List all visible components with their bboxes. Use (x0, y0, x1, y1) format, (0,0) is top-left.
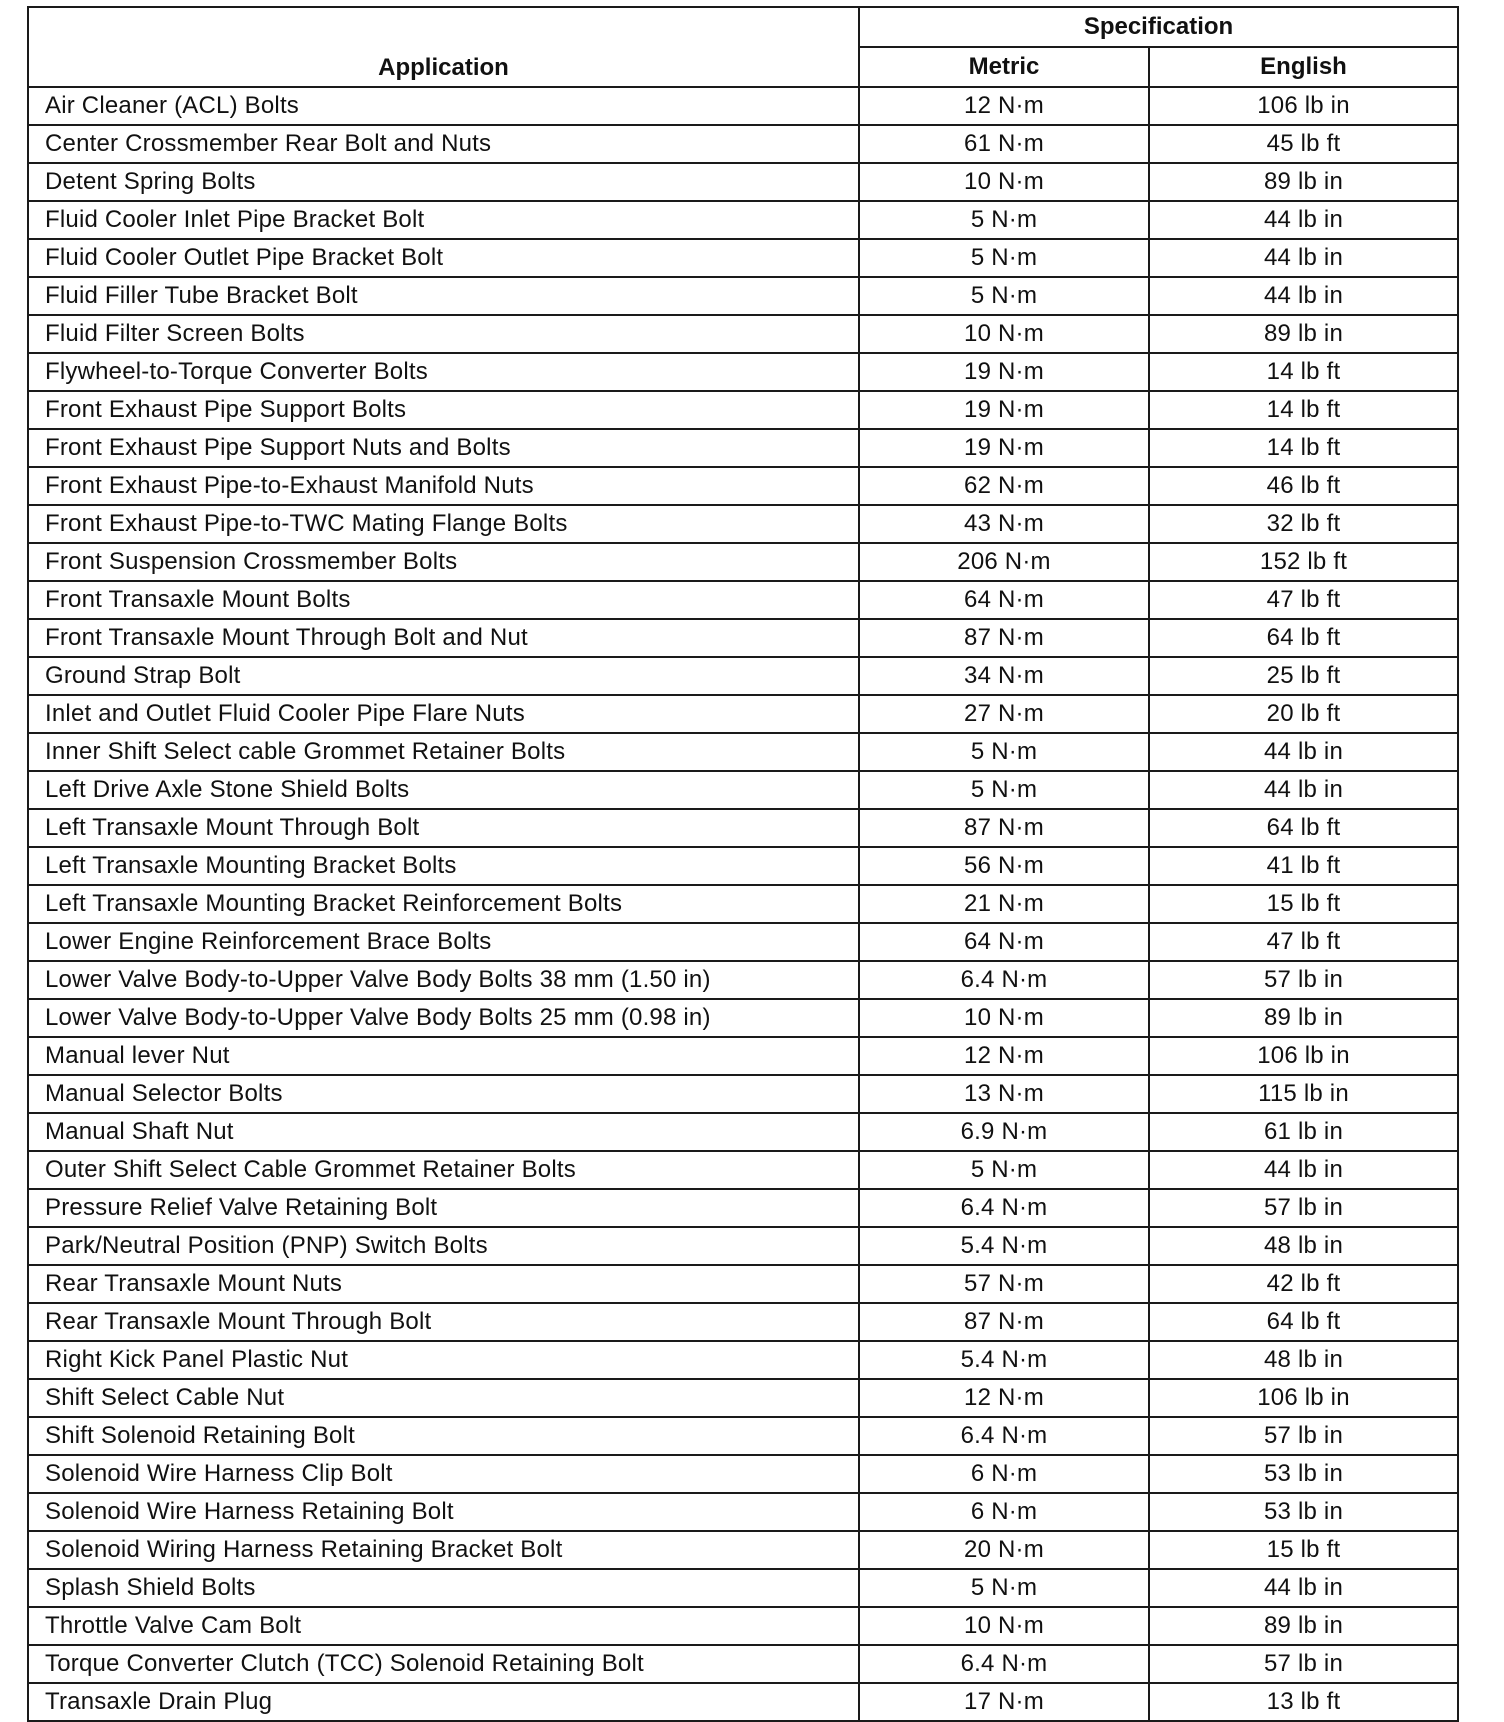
metric-cell: 64 N·m (859, 581, 1149, 619)
table-row (28, 239, 1458, 277)
application-cell: Manual Selector Bolts (28, 1075, 859, 1113)
metric-cell: 5 N·m (859, 277, 1149, 315)
english-cell: 44 lb in (1149, 771, 1458, 809)
metric-cell: 5.4 N·m (859, 1227, 1149, 1265)
table-row (28, 1189, 1458, 1227)
english-cell: 61 lb in (1149, 1113, 1458, 1151)
metric-cell: 6.4 N·m (859, 1189, 1149, 1227)
header-row-top (28, 7, 1458, 47)
application-cell: Ground Strap Bolt (28, 657, 859, 695)
english-cell: 152 lb ft (1149, 543, 1458, 581)
table-header (28, 7, 1458, 87)
application-cell: Lower Valve Body-to-Upper Valve Body Bolts 25 mm (0.98 in) (28, 999, 859, 1037)
application-cell: Front Exhaust Pipe-to-TWC Mating Flange Bolts (28, 505, 859, 543)
metric-cell: 5 N·m (859, 733, 1149, 771)
metric-cell: 87 N·m (859, 809, 1149, 847)
table-row (28, 1607, 1458, 1645)
table-row (28, 1645, 1458, 1683)
table-row (28, 353, 1458, 391)
english-cell: 20 lb ft (1149, 695, 1458, 733)
application-cell: Inner Shift Select cable Grommet Retainer Bolts (28, 733, 859, 771)
application-cell: Front Exhaust Pipe-to-Exhaust Manifold Nuts (28, 467, 859, 505)
table-row (28, 1455, 1458, 1493)
english-cell: 13 lb ft (1149, 1683, 1458, 1721)
application-cell: Rear Transaxle Mount Through Bolt (28, 1303, 859, 1341)
english-cell: 42 lb ft (1149, 1265, 1458, 1303)
table-row (28, 1265, 1458, 1303)
metric-cell: 10 N·m (859, 1607, 1149, 1645)
application-cell: Torque Converter Clutch (TCC) Solenoid Retaining Bolt (28, 1645, 859, 1683)
application-cell: Solenoid Wiring Harness Retaining Bracket Bolt (28, 1531, 859, 1569)
metric-cell: 5 N·m (859, 239, 1149, 277)
english-cell: 45 lb ft (1149, 125, 1458, 163)
english-cell: 15 lb ft (1149, 1531, 1458, 1569)
table-body (28, 87, 1458, 1721)
english-cell: 48 lb in (1149, 1227, 1458, 1265)
metric-cell: 61 N·m (859, 125, 1149, 163)
english-column-header: English (1149, 47, 1458, 87)
metric-cell: 5.4 N·m (859, 1341, 1149, 1379)
english-cell: 44 lb in (1149, 239, 1458, 277)
english-cell: 57 lb in (1149, 1645, 1458, 1683)
table-row (28, 1075, 1458, 1113)
table-row (28, 695, 1458, 733)
english-cell: 47 lb ft (1149, 581, 1458, 619)
metric-column-header: Metric (859, 47, 1149, 87)
table-row (28, 1379, 1458, 1417)
table-row (28, 619, 1458, 657)
metric-cell: 19 N·m (859, 429, 1149, 467)
metric-cell: 17 N·m (859, 1683, 1149, 1721)
application-cell: Fluid Cooler Outlet Pipe Bracket Bolt (28, 239, 859, 277)
table-row (28, 771, 1458, 809)
table-row (28, 277, 1458, 315)
application-cell: Manual lever Nut (28, 1037, 859, 1075)
english-cell: 46 lb ft (1149, 467, 1458, 505)
application-cell: Park/Neutral Position (PNP) Switch Bolts (28, 1227, 859, 1265)
metric-cell: 87 N·m (859, 1303, 1149, 1341)
application-cell: Shift Solenoid Retaining Bolt (28, 1417, 859, 1455)
metric-cell: 21 N·m (859, 885, 1149, 923)
application-cell: Front Exhaust Pipe Support Nuts and Bolts (28, 429, 859, 467)
table-row (28, 885, 1458, 923)
application-cell: Right Kick Panel Plastic Nut (28, 1341, 859, 1379)
metric-cell: 6 N·m (859, 1493, 1149, 1531)
application-cell: Solenoid Wire Harness Retaining Bolt (28, 1493, 859, 1531)
english-cell: 44 lb in (1149, 201, 1458, 239)
metric-cell: 6 N·m (859, 1455, 1149, 1493)
table-row (28, 1113, 1458, 1151)
metric-cell: 27 N·m (859, 695, 1149, 733)
metric-cell: 57 N·m (859, 1265, 1149, 1303)
metric-cell: 12 N·m (859, 1037, 1149, 1075)
application-cell: Lower Engine Reinforcement Brace Bolts (28, 923, 859, 961)
metric-cell: 6.9 N·m (859, 1113, 1149, 1151)
table-row (28, 1227, 1458, 1265)
english-cell: 89 lb in (1149, 999, 1458, 1037)
english-cell: 14 lb ft (1149, 429, 1458, 467)
english-cell: 64 lb ft (1149, 619, 1458, 657)
english-cell: 25 lb ft (1149, 657, 1458, 695)
metric-cell: 5 N·m (859, 201, 1149, 239)
application-cell: Rear Transaxle Mount Nuts (28, 1265, 859, 1303)
table-row (28, 391, 1458, 429)
table-row (28, 125, 1458, 163)
english-cell: 32 lb ft (1149, 505, 1458, 543)
metric-cell: 13 N·m (859, 1075, 1149, 1113)
metric-cell: 56 N·m (859, 847, 1149, 885)
metric-cell: 87 N·m (859, 619, 1149, 657)
application-cell: Lower Valve Body-to-Upper Valve Body Bolts 38 mm (1.50 in) (28, 961, 859, 999)
metric-cell: 43 N·m (859, 505, 1149, 543)
metric-cell: 6.4 N·m (859, 1645, 1149, 1683)
metric-cell: 10 N·m (859, 999, 1149, 1037)
metric-cell: 5 N·m (859, 771, 1149, 809)
table-row (28, 923, 1458, 961)
english-cell: 64 lb ft (1149, 809, 1458, 847)
table-row (28, 201, 1458, 239)
application-cell: Throttle Valve Cam Bolt (28, 1607, 859, 1645)
metric-cell: 19 N·m (859, 391, 1149, 429)
english-cell: 15 lb ft (1149, 885, 1458, 923)
metric-cell: 62 N·m (859, 467, 1149, 505)
english-cell: 44 lb in (1149, 1151, 1458, 1189)
table-row (28, 163, 1458, 201)
english-cell: 106 lb in (1149, 1379, 1458, 1417)
english-cell: 89 lb in (1149, 1607, 1458, 1645)
table-row (28, 1037, 1458, 1075)
application-cell: Splash Shield Bolts (28, 1569, 859, 1607)
metric-cell: 34 N·m (859, 657, 1149, 695)
application-cell: Front Transaxle Mount Bolts (28, 581, 859, 619)
metric-cell: 64 N·m (859, 923, 1149, 961)
table-row (28, 429, 1458, 467)
table-row (28, 847, 1458, 885)
english-cell: 64 lb ft (1149, 1303, 1458, 1341)
english-cell: 89 lb in (1149, 163, 1458, 201)
application-cell: Front Exhaust Pipe Support Bolts (28, 391, 859, 429)
application-cell: Left Drive Axle Stone Shield Bolts (28, 771, 859, 809)
english-cell: 57 lb in (1149, 1189, 1458, 1227)
table-row (28, 999, 1458, 1037)
english-cell: 53 lb in (1149, 1455, 1458, 1493)
application-cell: Left Transaxle Mounting Bracket Reinforcement Bolts (28, 885, 859, 923)
table-row (28, 1493, 1458, 1531)
english-cell: 41 lb ft (1149, 847, 1458, 885)
english-cell: 115 lb in (1149, 1075, 1458, 1113)
table-row (28, 1417, 1458, 1455)
application-cell: Manual Shaft Nut (28, 1113, 859, 1151)
application-cell: Shift Select Cable Nut (28, 1379, 859, 1417)
metric-cell: 19 N·m (859, 353, 1149, 391)
specification-group-header: Specification (859, 7, 1458, 47)
table-row (28, 961, 1458, 999)
table-row (28, 581, 1458, 619)
application-cell: Flywheel-to-Torque Converter Bolts (28, 353, 859, 391)
metric-cell: 206 N·m (859, 543, 1149, 581)
metric-cell: 12 N·m (859, 1379, 1149, 1417)
table-row (28, 1303, 1458, 1341)
application-cell: Air Cleaner (ACL) Bolts (28, 87, 859, 125)
application-cell: Fluid Filter Screen Bolts (28, 315, 859, 353)
english-cell: 89 lb in (1149, 315, 1458, 353)
english-cell: 44 lb in (1149, 1569, 1458, 1607)
english-cell: 47 lb ft (1149, 923, 1458, 961)
table-row (28, 1151, 1458, 1189)
application-cell: Pressure Relief Valve Retaining Bolt (28, 1189, 859, 1227)
table-row (28, 1569, 1458, 1607)
english-cell: 48 lb in (1149, 1341, 1458, 1379)
english-cell: 53 lb in (1149, 1493, 1458, 1531)
metric-cell: 12 N·m (859, 87, 1149, 125)
table-row (28, 1531, 1458, 1569)
metric-cell: 5 N·m (859, 1569, 1149, 1607)
application-column-header: Application (28, 7, 859, 87)
english-cell: 106 lb in (1149, 1037, 1458, 1075)
application-cell: Center Crossmember Rear Bolt and Nuts (28, 125, 859, 163)
application-cell: Left Transaxle Mounting Bracket Bolts (28, 847, 859, 885)
english-cell: 57 lb in (1149, 1417, 1458, 1455)
application-cell: Solenoid Wire Harness Clip Bolt (28, 1455, 859, 1493)
table-row (28, 1341, 1458, 1379)
application-cell: Front Transaxle Mount Through Bolt and Nut (28, 619, 859, 657)
english-cell: 106 lb in (1149, 87, 1458, 125)
application-cell: Outer Shift Select Cable Grommet Retainer Bolts (28, 1151, 859, 1189)
table-row (28, 809, 1458, 847)
metric-cell: 10 N·m (859, 315, 1149, 353)
english-cell: 44 lb in (1149, 277, 1458, 315)
application-cell: Fluid Cooler Inlet Pipe Bracket Bolt (28, 201, 859, 239)
metric-cell: 6.4 N·m (859, 961, 1149, 999)
english-cell: 14 lb ft (1149, 353, 1458, 391)
metric-cell: 10 N·m (859, 163, 1149, 201)
english-cell: 57 lb in (1149, 961, 1458, 999)
torque-spec-table (27, 6, 1459, 1722)
table-row (28, 505, 1458, 543)
table-row (28, 543, 1458, 581)
metric-cell: 5 N·m (859, 1151, 1149, 1189)
table-row (28, 467, 1458, 505)
application-cell: Fluid Filler Tube Bracket Bolt (28, 277, 859, 315)
metric-cell: 6.4 N·m (859, 1417, 1149, 1455)
table-row (28, 87, 1458, 125)
application-cell: Transaxle Drain Plug (28, 1683, 859, 1721)
application-cell: Detent Spring Bolts (28, 163, 859, 201)
english-cell: 44 lb in (1149, 733, 1458, 771)
table-row (28, 1683, 1458, 1721)
table-row (28, 657, 1458, 695)
application-cell: Inlet and Outlet Fluid Cooler Pipe Flare Nuts (28, 695, 859, 733)
table-row (28, 733, 1458, 771)
table-row (28, 315, 1458, 353)
metric-cell: 20 N·m (859, 1531, 1149, 1569)
english-cell: 14 lb ft (1149, 391, 1458, 429)
application-cell: Left Transaxle Mount Through Bolt (28, 809, 859, 847)
application-cell: Front Suspension Crossmember Bolts (28, 543, 859, 581)
